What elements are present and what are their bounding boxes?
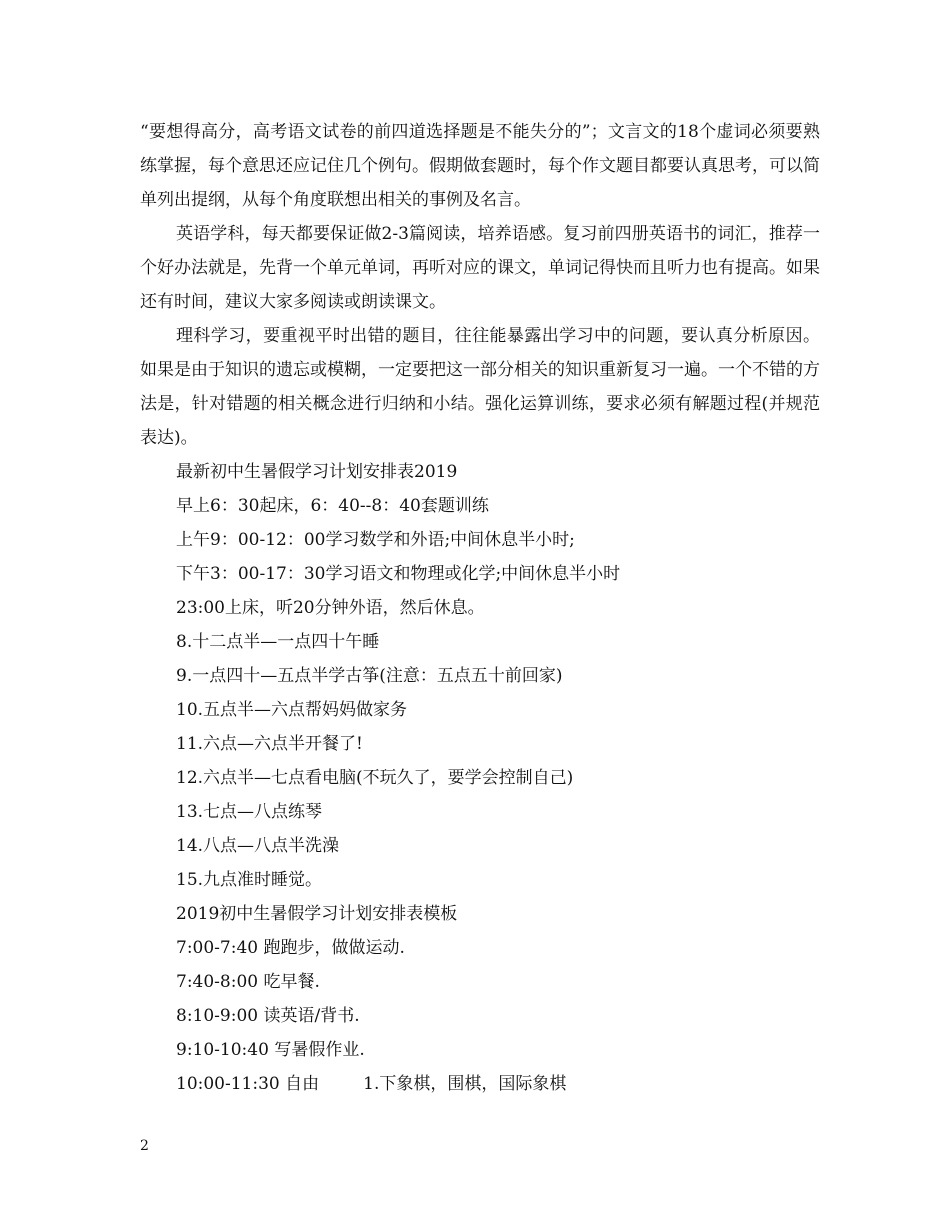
schedule-item-12: 12.六点半—七点看电脑(不玩久了，要学会控制自己) <box>176 768 574 788</box>
paragraph-chinese-tips: “要想得高分，高考语文试卷的前四道选择题是不能失分的”；文言文的18个虚词必须要熟练掌握，每个意思还应记住几个例句。假期做套题时，每个作文题目都要认真思考，可以简单列出提纲，从每个角度联想出相关的事例及名言。 <box>140 122 820 210</box>
template-item-homework: 9:10-10:40 写暑假作业. <box>176 1040 365 1060</box>
template-item-breakfast: 7:40-8:00 吃早餐. <box>176 972 320 992</box>
template-item-free-time <box>140 1067 820 1101</box>
template-item-english: 8:10-9:00 读英语/背书. <box>176 1006 360 1026</box>
schedule-item-10: 10.五点半—六点帮妈妈做家务 <box>176 700 408 720</box>
schedule-line-night: 23:00上床，听20分钟外语，然后休息。 <box>176 598 485 618</box>
paragraph-science-tips: 理科学习，要重视平时出错的题目，往往能暴露出学习中的问题，要认真分析原因。如果是由于知识的遗忘或模糊，一定要把这一部分相关的知识重新复习一遍。一个不错的方法是，针对错题的相关概念进行归纳和小结。强化运算训练，要求必须有解题过程(并规范表达)。 <box>140 326 820 448</box>
schedule-item-9: 9.一点四十—五点半学古筝(注意：五点五十前回家) <box>176 666 563 686</box>
schedule-item-8: 8.十二点半—一点四十午睡 <box>176 632 380 652</box>
page-number: 2 <box>140 1138 149 1154</box>
free-time-range: 10:00-11:30 自由 <box>176 1074 320 1094</box>
template-item-run: 7:00-7:40 跑跑步，做做运动. <box>176 938 405 958</box>
schedule-item-15: 15.九点准时睡觉。 <box>176 870 323 890</box>
paragraph-english-tips: 英语学科，每天都要保证做2-3篇阅读，培养语感。复习前四册英语书的词汇，推荐一个好办法就是，先背一个单元单词，再听对应的课文，单词记得快而且听力也有提高。如果还有时间，建议大家多阅读或朗读课文。 <box>140 224 820 312</box>
schedule-item-13: 13.七点—八点练琴 <box>176 802 323 822</box>
free-time-activity: 1.下象棋，围棋，国际象棋 <box>363 1074 567 1094</box>
document-body <box>140 115 820 1101</box>
schedule-item-11: 11.六点—六点半开餐了! <box>176 734 363 754</box>
schedule-line-afternoon: 下午3：00-17：30学习语文和物理或化学;中间休息半小时 <box>176 564 621 584</box>
schedule-title-latest: 最新初中生暑假学习计划安排表2019 <box>176 462 458 482</box>
schedule-line-morning-early: 早上6：30起床，6：40--8：40套题训练 <box>176 496 489 516</box>
schedule-item-14: 14.八点—八点半洗澡 <box>176 836 340 856</box>
schedule-line-morning: 上午9：00-12：00学习数学和外语;中间休息半小时; <box>176 530 575 550</box>
schedule-title-template: 2019初中生暑假学习计划安排表模板 <box>176 904 458 924</box>
